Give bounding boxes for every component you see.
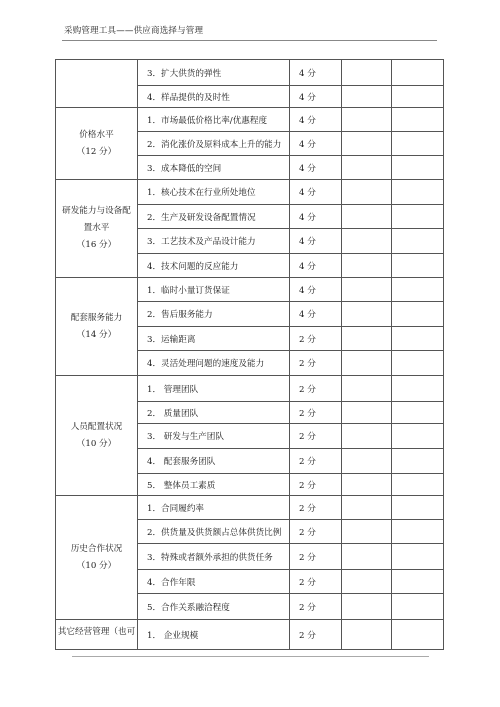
category-label: （12 分）	[76, 146, 117, 157]
category-label: （10 分）	[76, 438, 117, 449]
category-label: 人员配置状况	[70, 421, 123, 432]
rating-cell-empty	[392, 60, 444, 86]
criterion-cell: 1． 管理团队	[138, 376, 290, 402]
rating-cell-empty	[342, 302, 392, 327]
rating-cell-empty	[392, 544, 444, 570]
rating-cell-empty	[392, 474, 444, 496]
rating-cell-empty	[392, 496, 444, 520]
criterion-cell: 4．技术问题的反应能力	[138, 254, 290, 278]
criterion-cell: 5． 整体员工素质	[138, 474, 290, 496]
score-cell: 4 分	[290, 132, 342, 156]
rating-cell-empty	[342, 376, 392, 402]
rating-cell-empty	[392, 620, 444, 650]
rating-cell-empty	[342, 229, 392, 254]
rating-cell-empty	[392, 229, 444, 254]
rating-cell-empty	[392, 351, 444, 376]
criterion-cell: 4．灵活处理问题的速度及能力	[138, 351, 290, 376]
table-row	[56, 496, 444, 520]
criterion-cell: 1．市场最低价格比率/优惠程度	[138, 108, 290, 132]
criterion-cell: 5．合作关系融洽程度	[138, 594, 290, 620]
rating-cell-empty	[392, 180, 444, 205]
supplier-evaluation-table	[55, 59, 444, 650]
rating-cell-empty	[392, 327, 444, 351]
rating-cell-empty	[392, 376, 444, 402]
rating-cell-empty	[342, 402, 392, 424]
score-cell: 2 分	[290, 327, 342, 351]
score-cell: 4 分	[290, 86, 342, 108]
category-cell	[56, 620, 138, 650]
category-cell	[56, 108, 138, 180]
rating-cell-empty	[342, 474, 392, 496]
criterion-cell: 3．特殊或者额外承担的供货任务	[138, 544, 290, 570]
score-cell: 2 分	[290, 449, 342, 474]
criterion-cell: 3．扩大供货的弹性	[138, 60, 290, 86]
category-label: 其它经营管理（也可	[57, 627, 136, 637]
score-cell: 2 分	[290, 570, 342, 594]
rating-cell-empty	[392, 520, 444, 544]
criterion-cell: 2． 质量团队	[138, 402, 290, 424]
score-cell: 2 分	[290, 402, 342, 424]
category-cell	[56, 496, 138, 620]
rating-cell-empty	[392, 302, 444, 327]
rating-cell-empty	[342, 424, 392, 449]
category-label: （16 分）	[76, 240, 117, 250]
rating-cell-empty	[342, 156, 392, 180]
category-label: 研发能力与设备配	[62, 206, 131, 216]
criterion-cell: 4． 配套服务团队	[138, 449, 290, 474]
rating-cell-empty	[392, 594, 444, 620]
score-cell: 2 分	[290, 376, 342, 402]
rating-cell-empty	[342, 620, 392, 650]
criterion-cell: 4．合作年限	[138, 570, 290, 594]
table-row	[56, 376, 444, 402]
score-cell: 4 分	[290, 108, 342, 132]
rating-cell-empty	[342, 108, 392, 132]
category-label: 历史合作状况	[70, 543, 123, 554]
rating-cell-empty	[342, 60, 392, 86]
criterion-cell: 2．消化涨价及原料成本上升的能力	[138, 132, 290, 156]
page-header-title: 采购管理工具——供应商选择与管理	[64, 26, 204, 36]
score-cell: 2 分	[290, 351, 342, 376]
score-cell: 4 分	[290, 180, 342, 205]
rating-cell-empty	[392, 108, 444, 132]
rating-cell-empty	[342, 351, 392, 376]
category-label: （10 分）	[76, 560, 117, 571]
category-cell	[56, 180, 138, 278]
score-cell: 4 分	[290, 229, 342, 254]
category-label: 价格水平	[79, 129, 114, 140]
rating-cell-empty	[392, 205, 444, 229]
score-cell: 2 分	[290, 594, 342, 620]
header-divider	[62, 40, 437, 41]
score-cell: 4 分	[290, 60, 342, 86]
rating-cell-empty	[342, 594, 392, 620]
criterion-cell: 3． 研发与生产团队	[138, 424, 290, 449]
category-cell	[56, 376, 138, 496]
rating-cell-empty	[342, 254, 392, 278]
category-label: 配套服务能力	[70, 312, 123, 323]
rating-cell-empty	[392, 449, 444, 474]
rating-cell-empty	[342, 496, 392, 520]
rating-cell-empty	[342, 132, 392, 156]
category-label: 置水平	[83, 223, 110, 233]
score-cell: 2 分	[290, 474, 342, 496]
criterion-cell: 2．生产及研发设备配置情况	[138, 205, 290, 229]
score-cell: 4 分	[290, 278, 342, 302]
rating-cell-empty	[392, 570, 444, 594]
rating-cell-empty	[342, 327, 392, 351]
criterion-cell: 2．供货量及供货额占总体供货比例	[138, 520, 290, 544]
score-cell: 4 分	[290, 156, 342, 180]
criterion-cell: 3．成本降低的空间	[138, 156, 290, 180]
rating-cell-empty	[342, 570, 392, 594]
rating-cell-empty	[342, 180, 392, 205]
rating-cell-empty	[342, 520, 392, 544]
table-row	[56, 278, 444, 302]
score-cell: 4 分	[290, 205, 342, 229]
score-cell: 2 分	[290, 424, 342, 449]
rating-cell-empty	[342, 449, 392, 474]
criterion-cell: 1．核心技术在行业所处地位	[138, 180, 290, 205]
table-row	[56, 60, 444, 86]
score-cell: 4 分	[290, 254, 342, 278]
rating-cell-empty	[392, 402, 444, 424]
rating-cell-empty	[392, 278, 444, 302]
rating-cell-empty	[392, 156, 444, 180]
score-cell: 2 分	[290, 496, 342, 520]
score-cell: 2 分	[290, 520, 342, 544]
rating-cell-empty	[392, 132, 444, 156]
rating-cell-empty	[392, 424, 444, 449]
criterion-cell: 3．工艺技术及产品设计能力	[138, 229, 290, 254]
rating-cell-empty	[342, 544, 392, 570]
rating-cell-empty	[342, 86, 392, 108]
table-row	[56, 180, 444, 205]
category-cell	[56, 278, 138, 376]
category-cell	[56, 60, 138, 108]
table-row	[56, 620, 444, 650]
criterion-cell: 3．运输距离	[138, 327, 290, 351]
criterion-cell: 4．样品提供的及时性	[138, 86, 290, 108]
score-cell: 2 分	[290, 620, 342, 650]
criterion-cell: 1．合同履约率	[138, 496, 290, 520]
category-label: （14 分）	[76, 329, 117, 340]
table-row	[56, 108, 444, 132]
criterion-cell: 1． 企业规模	[138, 620, 290, 650]
footer-divider	[72, 656, 429, 657]
criterion-cell: 1．临时小量订货保证	[138, 278, 290, 302]
criterion-cell: 2．售后服务能力	[138, 302, 290, 327]
rating-cell-empty	[342, 278, 392, 302]
score-cell: 4 分	[290, 302, 342, 327]
rating-cell-empty	[392, 86, 444, 108]
rating-cell-empty	[342, 205, 392, 229]
score-cell: 2 分	[290, 544, 342, 570]
rating-cell-empty	[392, 254, 444, 278]
